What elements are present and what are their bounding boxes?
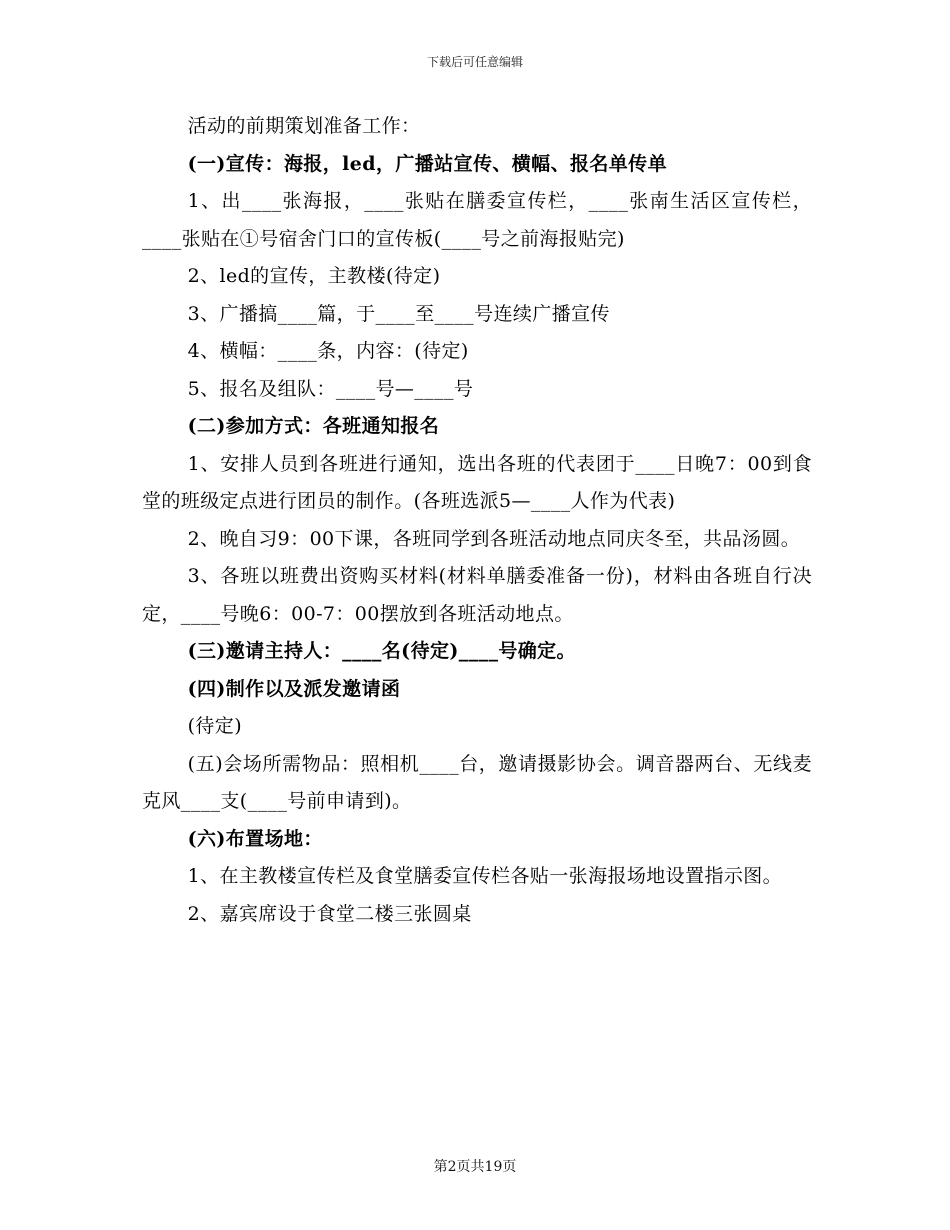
paragraph-banner: 4、横幅：____条，内容：(待定) bbox=[187, 340, 469, 362]
paragraph-signage: 1、在主教楼宣传栏及食堂膳委宣传栏各贴一张海报场地设置指示图。 bbox=[187, 865, 783, 887]
page-header: 下载后可任意编辑 bbox=[426, 55, 523, 69]
section-heading-publicity: (一)宣传：海报，led，广播站宣传、横幅、报名单传单 bbox=[187, 152, 667, 175]
paragraph-led: 2、led的宣传，主教楼(待定) bbox=[187, 265, 441, 287]
section-heading-venue-setup: (六)布置场地： bbox=[187, 827, 323, 850]
paragraph-evening-study: 2、晚自习9：00下课，各班同学到各班活动地点同庆冬至，共品汤圆。 bbox=[187, 527, 801, 550]
paragraph-registration: 5、报名及组队：____号—____号 bbox=[187, 377, 474, 400]
page-footer: 第2页共19页 bbox=[433, 1159, 517, 1175]
paragraph-materials: 3、各班以班费出资购买材料(材料单膳委准备一份)，材料由各班自行决定，____号晚6：00-7：00摆放到各班活动地点。 bbox=[142, 565, 812, 625]
paragraph-posters: 1、出____张海报，____张贴在膳委宣传栏，____张南生活区宣传栏，____张贴在①号宿舍门口的宣传板(____号之前海报贴完) bbox=[142, 190, 812, 250]
paragraph-intro: 活动的前期策划准备工作： bbox=[187, 115, 421, 137]
paragraph-tbd: (待定) bbox=[187, 715, 243, 737]
paragraph-venue-items: (五)会场所需物品：照相机____台，邀请摄影协会。调音器两台、无线麦克风____支(____号前申请到)。 bbox=[142, 752, 812, 812]
document-body bbox=[142, 108, 812, 933]
paragraph-notify-classes: 1、安排人员到各班进行通知，选出各班的代表团于____日晚7：00到食堂的班级定点进行团员的制作。(各班选派5—____人作为代表) bbox=[142, 452, 812, 512]
paragraph-guest-seating: 2、嘉宾席设于食堂二楼三张圆桌 bbox=[187, 902, 472, 925]
section-heading-host: (三)邀请主持人：____名(待定)____号确定。 bbox=[187, 640, 576, 662]
section-heading-participation: (二)参加方式：各班通知报名 bbox=[187, 415, 440, 437]
section-heading-invitations: (四)制作以及派发邀请函 bbox=[187, 677, 401, 700]
paragraph-broadcast: 3、广播搞____篇，于____至____号连续广播宣传 bbox=[187, 302, 610, 325]
